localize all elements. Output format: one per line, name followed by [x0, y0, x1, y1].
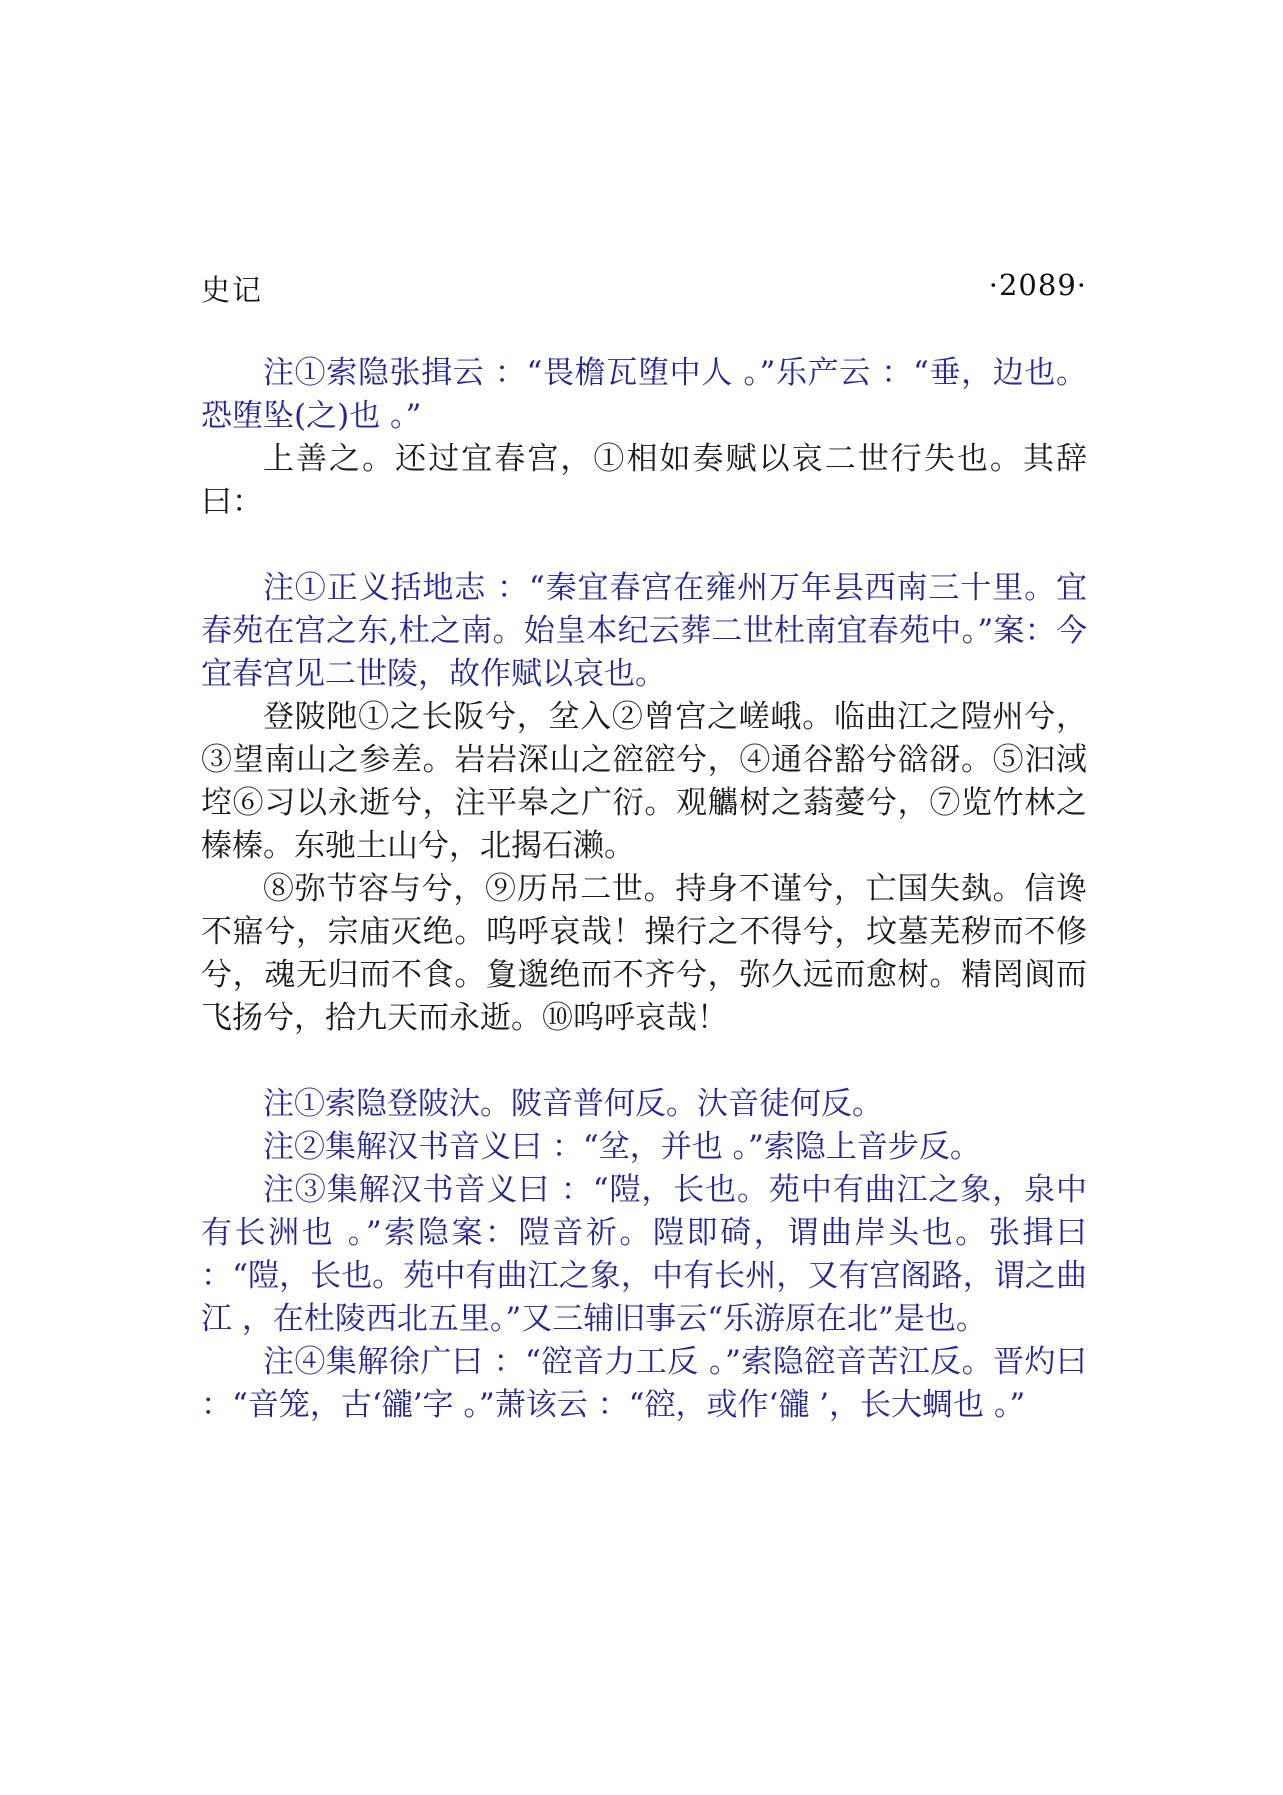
paragraph-gap — [201, 524, 1087, 567]
paragraph-gap — [201, 1040, 1087, 1083]
book-title: 史记 — [201, 273, 264, 307]
text-paragraph: 上善之。还过宜春宫，①相如奏赋以哀二世行失也。其辞曰： — [201, 441, 1087, 520]
annotation-paragraph: 注④集解徐广曰 ：“谾音力工反 。”索隐谾音苦江反。晋灼曰 ：“音笼，古‘豅’字 。”萧该云 ：“谾，或作‘豅 ’，长大蜩也 。” — [201, 1344, 1087, 1423]
annotation-paragraph: 注③集解汉书音义曰 ：“隑，长也。苑中有曲江之象，泉中有长洲也 。”索隐案：隑音祈。隑即碕，谓曲岸头也。张揖曰 ：“隑，长也。苑中有曲江之象，中有长州，又有宫阁路，谓之曲江 ，在杜陵西北五里。”又三辅旧事云“乐游原在北”是也。 — [201, 1172, 1087, 1337]
page-number: ·2089· — [988, 268, 1087, 302]
annotation-paragraph: 注①索隐登陂汏。陂音普何反。汏音徒何反。 — [263, 1086, 883, 1122]
annotation-paragraph: 注①正义括地志 ：“秦宜春宫在雍州万年县西南三十里。宜春苑在宫之东,杜之南。始皇本纪云葬二世杜南宜春苑中。”案：今宜春宫见二世陵，故作赋以哀也。 — [201, 570, 1087, 692]
page-body — [201, 352, 1087, 1427]
page-header — [201, 268, 1087, 308]
text-paragraph: ⑧弥节容与兮，⑨历吊二世。持身不谨兮，亡国失埶。信谗不寤兮，宗庙灭绝。呜呼哀哉！操行之不得兮，坟墓芜秽而不修兮，魂无归而不食。夐邈绝而不齐兮，弥久远而愈树。精罔阆而飞扬兮，拾九天而永逝。⑩呜呼哀哉！ — [201, 871, 1087, 1036]
annotation-paragraph: 注①索隐张揖云 ：“畏檐瓦堕中人 。”乐产云 ：“垂，边也。恐堕坠(之)也 。” — [201, 355, 1087, 434]
annotation-paragraph: 注②集解汉书音义曰 ：“坌，并也 。”索隐上音步反。 — [263, 1129, 981, 1165]
text-paragraph: 登陂阤①之长阪兮，坌入②曾宫之嵯峨。临曲江之隑州兮，③望南山之参差。岩岩深山之谾谾兮，④通谷豁兮谽谺。⑤汩淢埪⑥习以永逝兮，注平皋之广衍。观觿树之蓊薆兮，⑦览竹林之榛榛。东驰土山兮，北揭石濑。 — [201, 699, 1087, 864]
